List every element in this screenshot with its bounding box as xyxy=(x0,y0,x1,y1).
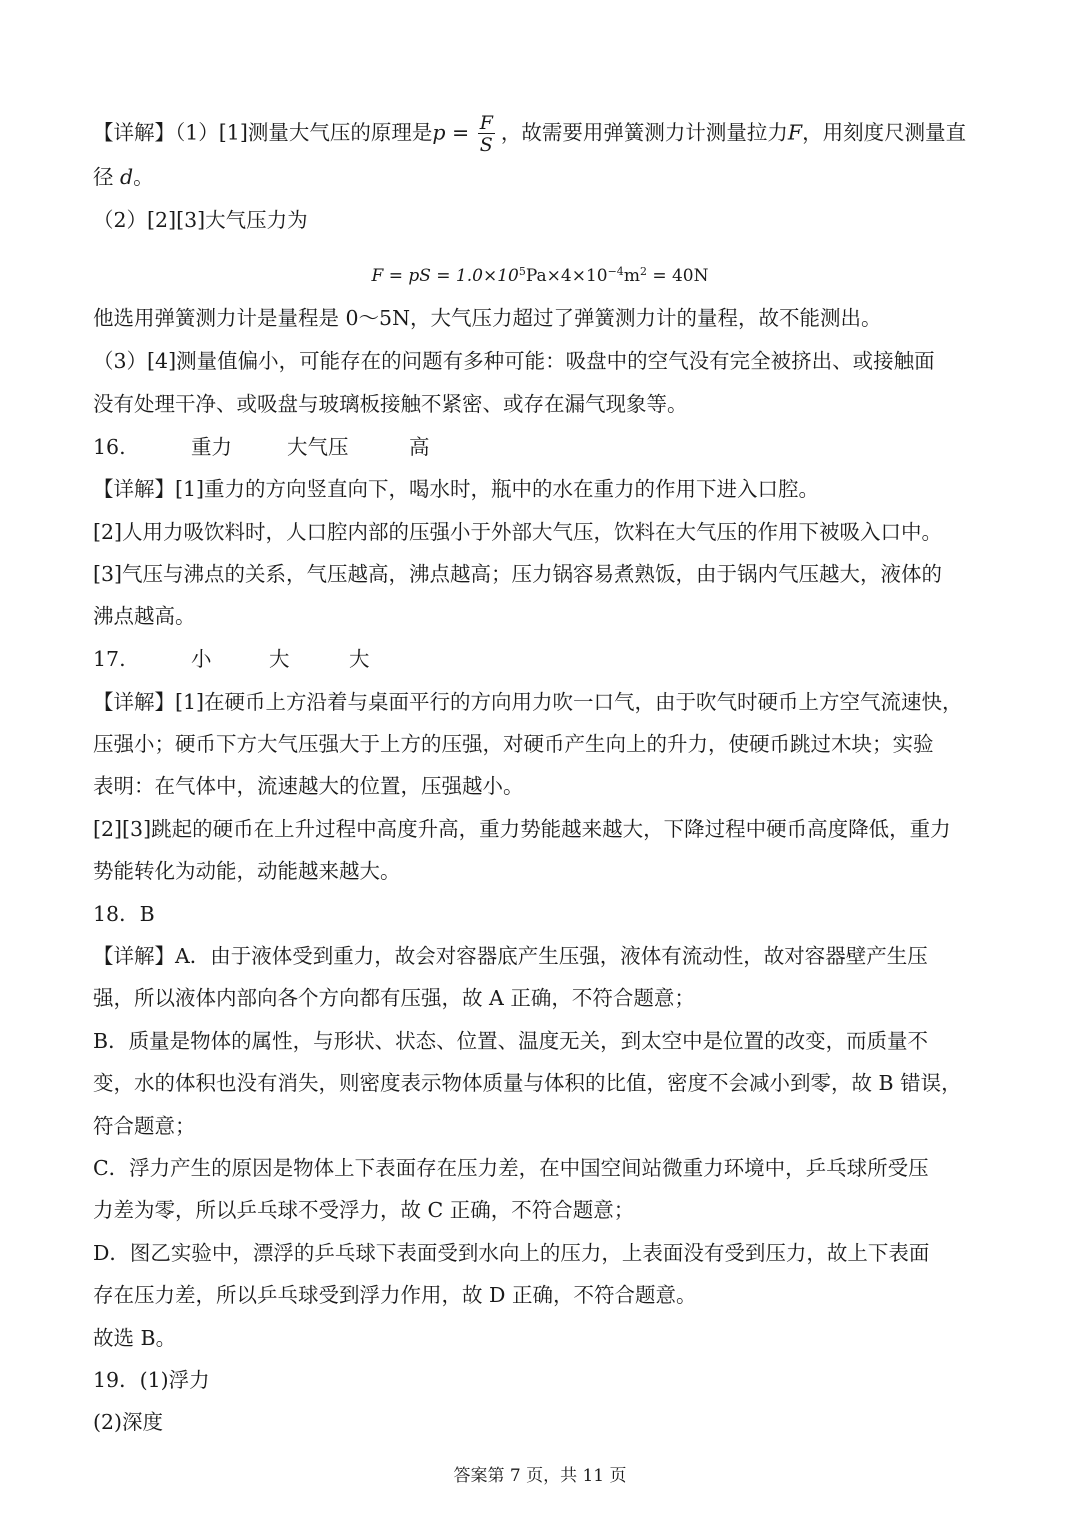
q18-line-9: 存在压力差，所以乒乓球受到浮力作用，故 D 正确，不符合题意。 xyxy=(93,1283,697,1307)
equals-sign: = xyxy=(445,120,476,145)
formula-part: F = pS = 1.0×10 xyxy=(371,266,519,286)
fraction-denominator: S xyxy=(479,134,493,156)
q17-line-3: 表明：在气体中，流速越大的位置，压强越小。 xyxy=(93,774,524,798)
formula-exponent: −4 xyxy=(607,265,624,278)
answer-blank-1: 小 xyxy=(191,647,212,671)
formula-part: Pa×4×10 xyxy=(525,266,608,286)
answer-blank-3: 大 xyxy=(349,647,370,671)
q15-line-2 xyxy=(93,162,1003,192)
q17-answers xyxy=(93,644,1003,674)
q15-text: 径 xyxy=(93,165,114,189)
pressure-variable: p xyxy=(432,120,446,145)
q15-text: 。 xyxy=(133,165,154,189)
q18-line-4: 变，水的体积也没有消失，则密度表示物体质量与体积的比值，密度不会减小到零，故 B 错误， xyxy=(93,1071,962,1095)
q18-answer: 18．B xyxy=(93,902,155,926)
q15-text: 【详解】（1）[1]测量大气压的原理是 xyxy=(93,120,433,145)
q15-text: ，用刻度尺测量直 xyxy=(802,120,967,145)
q16-line-4: 沸点越高。 xyxy=(93,604,196,628)
answer-blank-2: 大 xyxy=(269,647,290,671)
q15-text: ，故需要用弹簧测力计测量拉力 xyxy=(500,120,788,145)
q17-line-4: [2][3]跳起的硬币在上升过程中高度升高，重力势能越来越大，下降过程中硬币高度降低，重力 xyxy=(93,817,951,841)
formula-exponent: 2 xyxy=(639,265,647,278)
question-number: 16. xyxy=(93,435,126,459)
fraction-numerator: F xyxy=(479,112,493,134)
formula-part: m xyxy=(623,266,640,286)
q17-line-1: 【详解】[1]在硬币上方沿着与桌面平行的方向用力吹一口气，由于吹气时硬币上方空气流速快， xyxy=(93,690,963,714)
q18-line-8: D．图乙实验中，漂浮的乒乓球下表面受到水向上的压力，上表面没有受到压力，故上下表面 xyxy=(93,1241,930,1265)
q18-line-10: 故选 B。 xyxy=(93,1326,177,1350)
q18-line-7: 力差为零，所以乒乓球不受浮力，故 C 正确，不符合题意； xyxy=(93,1198,635,1222)
q18-line-2: 强，所以液体内部向各个方向都有压强，故 A 正确，不符合题意； xyxy=(93,986,695,1010)
q16-line-2: [2]人用力吸饮料时，人口腔内部的压强小于外部大气压，饮料在大气压的作用下被吸入口中。 xyxy=(93,520,943,544)
q16-line-1: 【详解】[1]重力的方向竖直向下，喝水时，瓶中的水在重力的作用下进入口腔。 xyxy=(93,477,820,501)
formula-part: = 40N xyxy=(646,266,709,286)
diameter-variable: d xyxy=(120,165,134,189)
q17-line-2: 压强小；硬币下方大气压强大于上方的压强，对硬币产生向上的升力，使硬币跳过木块；实验 xyxy=(93,732,934,756)
q18-line-6: C．浮力产生的原因是物体上下表面存在压力差，在中国空间站微重力环境中，乒乓球所受压 xyxy=(93,1156,929,1180)
q15-line-1 xyxy=(93,114,1003,154)
answer-blank-3: 高 xyxy=(409,435,430,459)
q16-answers xyxy=(93,432,1003,462)
question-number: 17. xyxy=(93,647,126,671)
q19-line-2: (2)深度 xyxy=(93,1410,164,1434)
q18-line-3: B．质量是物体的属性，与形状、状态、位置、温度无关，到太空中是位置的改变，而质量不 xyxy=(93,1029,929,1053)
answer-blank-1: 重力 xyxy=(191,435,232,459)
force-variable: F xyxy=(787,120,803,145)
formula-exponent: 5 xyxy=(518,265,526,278)
q16-line-3: [3]气压与沸点的关系，气压越高，沸点越高；压力锅容易煮熟饭，由于锅内气压越大，液体的 xyxy=(93,562,943,586)
q15-line-4: 他选用弹簧测力计是量程是 0～5N，大气压力超过了弹簧测力计的量程，故不能测出。 xyxy=(93,306,882,330)
pressure-fraction xyxy=(478,114,495,154)
q19-line-1: 19．(1)浮力 xyxy=(93,1368,210,1392)
q17-line-5: 势能转化为动能，动能越来越大。 xyxy=(93,859,401,883)
answer-blank-2: 大气压 xyxy=(287,435,349,459)
q18-line-5: 符合题意； xyxy=(93,1114,196,1138)
page-footer: 答案第 7 页，共 11 页 xyxy=(453,1466,627,1486)
q18-line-1: 【详解】A．由于液体受到重力，故会对容器底产生压强，液体有流动性，故对容器壁产生压 xyxy=(93,944,928,968)
force-formula xyxy=(0,257,1080,291)
q15-line-5: （3）[4]测量值偏小，可能存在的问题有多种可能：吸盘中的空气没有完全被挤出、或接触面 xyxy=(93,349,935,373)
q15-line-3: （2）[2][3]大气压力为 xyxy=(93,208,308,232)
q15-line-6: 没有处理干净、或吸盘与玻璃板接触不紧密、或存在漏气现象等。 xyxy=(93,392,688,416)
